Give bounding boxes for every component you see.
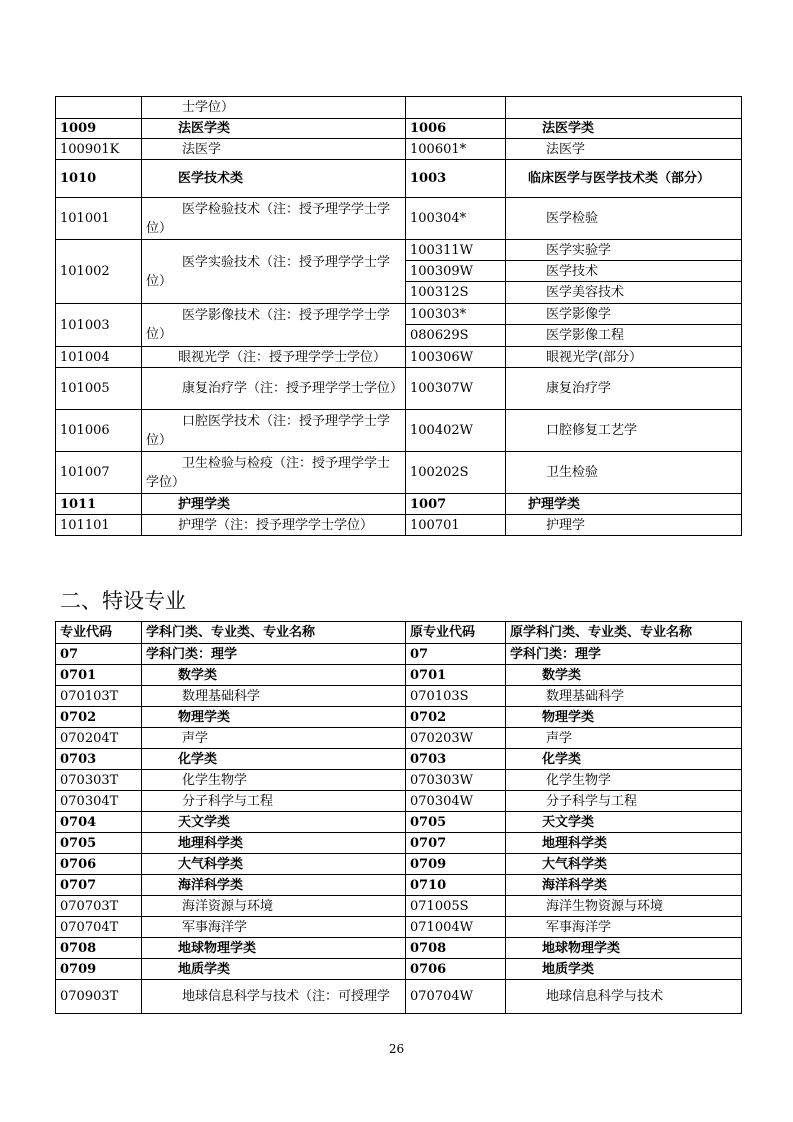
old-code-cell: 0708 <box>406 938 506 959</box>
table-row <box>56 791 742 812</box>
major-code-cell: 0705 <box>56 833 142 854</box>
old-code-cell: 070303W <box>406 770 506 791</box>
table-row <box>56 959 742 980</box>
table-row <box>56 119 742 139</box>
old-name-cell: 军事海洋学 <box>506 917 742 938</box>
major-code-cell: 101006 <box>56 410 142 452</box>
old-code-cell: 1006 <box>406 119 506 139</box>
table-row <box>56 707 742 728</box>
old-code-cell: 071005S <box>406 896 506 917</box>
old-name-cell <box>506 97 742 119</box>
major-name-cell: 海洋资源与环境 <box>142 896 406 917</box>
major-code-cell: 07 <box>56 644 142 665</box>
major-name-cell: 法医学 <box>142 139 406 160</box>
old-code-cell: 0705 <box>406 812 506 833</box>
table-row <box>56 833 742 854</box>
table-row <box>56 875 742 896</box>
old-name-cell: 化学生物学 <box>506 770 742 791</box>
major-name-cell: 天文学类 <box>142 812 406 833</box>
old-code-cell: 071004W <box>406 917 506 938</box>
old-code-cell: 07 <box>406 644 506 665</box>
table-row <box>56 368 742 410</box>
old-name-cell: 数学类 <box>506 665 742 686</box>
old-name-cell: 海洋科学类 <box>506 875 742 896</box>
old-code-cell: 100202S <box>406 452 506 494</box>
major-name-cell: 医学影像技术（注：授予理学学士学位） <box>142 304 406 347</box>
page-number: 26 <box>388 1042 405 1056</box>
old-name-cell: 医学技术 <box>506 261 742 282</box>
old-name-cell: 学科门类：理学 <box>506 644 742 665</box>
major-name-cell: 分子科学与工程 <box>142 791 406 812</box>
table-row <box>56 160 742 198</box>
old-name-cell: 法医学类 <box>506 119 742 139</box>
table-row <box>56 240 742 261</box>
old-name-cell: 口腔修复工艺学 <box>506 410 742 452</box>
section-title: 二、特设专业 <box>60 589 186 613</box>
major-name-cell: 护理学（注：授予理学学士学位） <box>142 515 406 536</box>
old-name-cell: 声学 <box>506 728 742 749</box>
major-code-cell: 0706 <box>56 854 142 875</box>
table-row <box>56 938 742 959</box>
old-name-cell: 海洋生物资源与环境 <box>506 896 742 917</box>
old-name-cell: 康复治疗学 <box>506 368 742 410</box>
old-code-cell: 070304W <box>406 791 506 812</box>
major-name-cell: 医学技术类 <box>142 160 406 198</box>
old-code-cell: 0709 <box>406 854 506 875</box>
table-header-row <box>56 622 742 644</box>
old-code-cell: 070103S <box>406 686 506 707</box>
old-code-cell: 100303* <box>406 304 506 325</box>
table-row <box>56 347 742 368</box>
major-name-cell: 声学 <box>142 728 406 749</box>
major-name-cell: 地理科学类 <box>142 833 406 854</box>
major-code-cell: 1009 <box>56 119 142 139</box>
old-code-cell: 070203W <box>406 728 506 749</box>
table-row <box>56 917 742 938</box>
table-row <box>56 812 742 833</box>
table-row <box>56 728 742 749</box>
old-name-cell: 法医学 <box>506 139 742 160</box>
column-header: 学科门类、专业类、专业名称 <box>142 622 406 644</box>
table-body <box>56 644 742 1014</box>
table-row <box>56 686 742 707</box>
major-name-cell: 医学检验技术（注：授予理学学士学位） <box>142 198 406 240</box>
old-name-cell: 地球物理学类 <box>506 938 742 959</box>
old-name-cell: 数理基础科学 <box>506 686 742 707</box>
major-name-cell: 护理学类 <box>142 494 406 515</box>
old-name-cell: 地理科学类 <box>506 833 742 854</box>
table-row <box>56 139 742 160</box>
major-name-cell: 学科门类：理学 <box>142 644 406 665</box>
old-name-cell: 护理学 <box>506 515 742 536</box>
major-code-cell: 0704 <box>56 812 142 833</box>
major-name-cell: 军事海洋学 <box>142 917 406 938</box>
major-code-cell: 0701 <box>56 665 142 686</box>
major-name-cell: 物理学类 <box>142 707 406 728</box>
old-code-cell: 100311W <box>406 240 506 261</box>
column-header: 原学科门类、专业类、专业名称 <box>506 622 742 644</box>
old-code-cell: 0703 <box>406 749 506 770</box>
old-code-cell: 100306W <box>406 347 506 368</box>
major-code-cell: 070304T <box>56 791 142 812</box>
major-code-cell: 0708 <box>56 938 142 959</box>
table-row <box>56 198 742 240</box>
old-code-cell: 100601* <box>406 139 506 160</box>
old-code-cell: 100307W <box>406 368 506 410</box>
old-name-cell: 护理学类 <box>506 494 742 515</box>
major-code-cell: 070703T <box>56 896 142 917</box>
old-name-cell: 医学影像工程 <box>506 325 742 347</box>
major-name-cell: 数学类 <box>142 665 406 686</box>
major-name-cell: 医学实验技术（注：授予理学学士学位） <box>142 240 406 304</box>
old-name-cell: 天文学类 <box>506 812 742 833</box>
table-row <box>56 854 742 875</box>
old-code-cell: 1007 <box>406 494 506 515</box>
major-code-cell: 1010 <box>56 160 142 198</box>
major-code-cell: 070103T <box>56 686 142 707</box>
major-code-cell: 0703 <box>56 749 142 770</box>
major-name-cell: 化学类 <box>142 749 406 770</box>
major-code-cell: 070204T <box>56 728 142 749</box>
major-code-cell: 100901K <box>56 139 142 160</box>
old-name-cell: 化学类 <box>506 749 742 770</box>
major-code-cell: 101005 <box>56 368 142 410</box>
major-name-cell: 大气科学类 <box>142 854 406 875</box>
major-name-cell: 地球物理学类 <box>142 938 406 959</box>
old-name-cell: 大气科学类 <box>506 854 742 875</box>
table-row <box>56 452 742 494</box>
major-code-cell <box>56 97 142 119</box>
old-code-cell: 1003 <box>406 160 506 198</box>
major-code-cell: 101002 <box>56 240 142 304</box>
old-code-cell: 0707 <box>406 833 506 854</box>
major-name-cell: 眼视光学（注：授予理学学士学位） <box>142 347 406 368</box>
old-name-cell: 医学实验学 <box>506 240 742 261</box>
major-code-cell: 101003 <box>56 304 142 347</box>
table-row <box>56 494 742 515</box>
old-code-cell <box>406 97 506 119</box>
major-code-cell: 1011 <box>56 494 142 515</box>
major-name-cell: 数理基础科学 <box>142 686 406 707</box>
old-code-cell: 070704W <box>406 980 506 1014</box>
old-name-cell: 卫生检验 <box>506 452 742 494</box>
major-code-cell: 070303T <box>56 770 142 791</box>
old-code-cell: 100402W <box>406 410 506 452</box>
old-name-cell: 医学检验 <box>506 198 742 240</box>
table-row <box>56 980 742 1014</box>
table-row <box>56 97 742 119</box>
old-code-cell: 100701 <box>406 515 506 536</box>
major-name-cell: 康复治疗学（注：授予理学学士学位） <box>142 368 406 410</box>
column-header: 专业代码 <box>56 622 142 644</box>
old-name-cell: 物理学类 <box>506 707 742 728</box>
old-name-cell: 分子科学与工程 <box>506 791 742 812</box>
old-code-cell: 100312S <box>406 282 506 304</box>
table-row <box>56 770 742 791</box>
major-name-cell: 化学生物学 <box>142 770 406 791</box>
major-code-cell: 070704T <box>56 917 142 938</box>
old-code-cell: 0702 <box>406 707 506 728</box>
table-row <box>56 410 742 452</box>
major-code-cell: 101004 <box>56 347 142 368</box>
old-code-cell: 0710 <box>406 875 506 896</box>
major-name-cell: 口腔医学技术（注：授予理学学士学位） <box>142 410 406 452</box>
old-name-cell: 临床医学与医学技术类（部分） <box>506 160 742 198</box>
major-code-cell: 101101 <box>56 515 142 536</box>
major-name-cell: 卫生检验与检疫（注：授予理学学士学位） <box>142 452 406 494</box>
table-row <box>56 644 742 665</box>
old-code-cell: 100304* <box>406 198 506 240</box>
major-code-cell: 0702 <box>56 707 142 728</box>
major-code-cell: 101001 <box>56 198 142 240</box>
major-code-cell: 101007 <box>56 452 142 494</box>
medical-majors-table <box>55 96 742 536</box>
major-code-cell: 0709 <box>56 959 142 980</box>
major-name-cell: 地球信息科学与技术（注：可授理学 <box>142 980 406 1014</box>
old-code-cell: 0706 <box>406 959 506 980</box>
old-name-cell: 医学影像学 <box>506 304 742 325</box>
special-majors-table <box>55 621 742 1014</box>
old-name-cell: 医学美容技术 <box>506 282 742 304</box>
major-code-cell: 0707 <box>56 875 142 896</box>
major-name-cell: 士学位） <box>142 97 406 119</box>
table-row <box>56 749 742 770</box>
major-name-cell: 法医学类 <box>142 119 406 139</box>
old-name-cell: 地球信息科学与技术 <box>506 980 742 1014</box>
table-row <box>56 515 742 536</box>
major-code-cell: 070903T <box>56 980 142 1014</box>
old-code-cell: 0701 <box>406 665 506 686</box>
table-row <box>56 304 742 325</box>
old-name-cell: 地质学类 <box>506 959 742 980</box>
table-row <box>56 896 742 917</box>
table-row <box>56 665 742 686</box>
old-name-cell: 眼视光学(部分） <box>506 347 742 368</box>
column-header: 原专业代码 <box>406 622 506 644</box>
major-name-cell: 地质学类 <box>142 959 406 980</box>
old-code-cell: 100309W <box>406 261 506 282</box>
major-name-cell: 海洋科学类 <box>142 875 406 896</box>
old-code-cell: 080629S <box>406 325 506 347</box>
